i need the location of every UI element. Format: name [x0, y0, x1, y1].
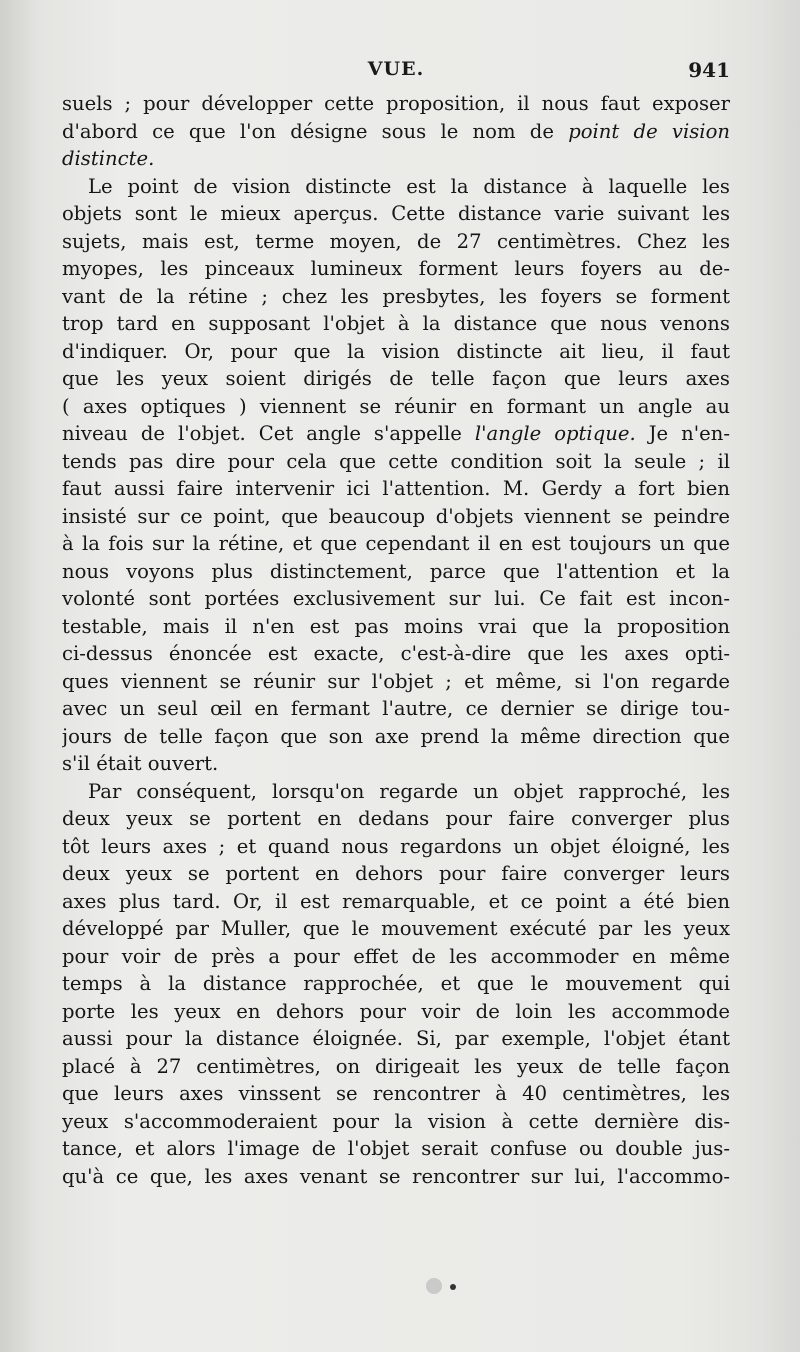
text-line: [62, 1135, 730, 1163]
text-segment: vant de la rétine ; chez les presbytes, les foyers se forment: [62, 284, 730, 308]
text-segment: aussi pour la distance éloignée. Si, par exemple, l'objet étant: [62, 1027, 730, 1050]
text-line: [62, 420, 730, 448]
text-segment: ( axes optiques ) viennent se réunir en formant un angle au: [62, 394, 730, 418]
text-segment: Le point de vision distincte est la distance à laquelle les: [88, 174, 730, 198]
italic-text: distincte.: [62, 147, 155, 170]
text-segment: deux yeux se portent en dedans pour faire converger plus: [62, 807, 730, 830]
text-line: [62, 118, 730, 146]
text-line: [62, 723, 730, 751]
text-segment: à la fois sur la rétine, et que cependant il en est toujours un que: [62, 532, 730, 555]
text-line: [62, 338, 730, 366]
text-segment: ques viennent se réunir sur l'objet ; et même, si l'on regarde: [62, 669, 730, 693]
text-segment: placé à 27 centimètres, on dirigeait les yeux de telle façon: [62, 1054, 730, 1078]
text-segment: porte les yeux en dehors pour voir de loin les accommode: [62, 999, 730, 1023]
text-segment: suels ; pour développer cette proposition, il nous faut exposer: [62, 92, 730, 115]
text-segment: tôt leurs axes ; et quand nous regardons un objet éloigné, les: [62, 834, 730, 858]
text-line: [62, 640, 730, 668]
text-segment: sujets, mais est, terme moyen, de 27 centimètres. Chez les: [62, 229, 730, 253]
text-segment: que les yeux soient dirigés de telle façon que leurs axes: [62, 367, 730, 390]
text-line: [62, 668, 730, 696]
text-segment: ci-dessus énoncée est exacte, c'est-à-dire que les axes opti-: [62, 642, 730, 665]
text-segment: faut aussi faire intervenir ici l'attention. M. Gerdy a fort bien: [62, 477, 730, 500]
text-line: [62, 283, 730, 311]
text-segment: volonté sont portées exclusivement sur lui. Ce fait est incon-: [62, 587, 730, 610]
text-segment: niveau de l'objet. Cet angle s'appelle: [62, 422, 475, 445]
text-line: [62, 888, 730, 916]
text-segment: tance, et alors l'image de l'objet serait confuse ou double jus-: [62, 1137, 730, 1160]
text-segment: qu'à ce que, les axes venant se rencontrer sur lui, l'accommo-: [62, 1164, 730, 1188]
text-segment: avec un seul œil en fermant l'autre, ce dernier se dirige tou-: [62, 697, 730, 720]
text-line: [62, 970, 730, 998]
text-segment: pour voir de près a pour effet de les accommoder en même: [62, 944, 730, 968]
italic-text: point de vision: [568, 119, 730, 143]
text-line: [62, 1025, 730, 1053]
text-line: [62, 310, 730, 338]
text-segment: testable, mais il n'en est pas moins vrai que la proposition: [62, 614, 730, 638]
text-line: [62, 503, 730, 531]
italic-text: l'angle optique.: [474, 422, 636, 445]
text-segment: insisté sur ce point, que beaucoup d'objets viennent se peindre: [62, 504, 730, 528]
text-line: [62, 1053, 730, 1081]
page-number: 941: [688, 58, 730, 82]
text-segment: yeux s'accommoderaient pour la vision à cette dernière dis-: [62, 1109, 730, 1133]
text-line: [62, 200, 730, 228]
text-line: [62, 1163, 730, 1191]
text-line: [62, 833, 730, 861]
text-line: [62, 228, 730, 256]
text-line: [62, 1108, 730, 1136]
text-segment: temps à la distance rapprochée, et que le mouvement qui: [62, 972, 730, 995]
text-line: [62, 558, 730, 586]
text-line: [62, 90, 730, 118]
text-segment: deux yeux se portent en dehors pour faire converger leurs: [62, 862, 730, 885]
text-line: [62, 778, 730, 806]
text-segment: myopes, les pinceaux lumineux forment leurs foyers au de-: [62, 257, 730, 280]
text-segment: s'il était ouvert.: [62, 752, 219, 775]
text-line: [62, 145, 730, 173]
text-line: [62, 448, 730, 476]
text-line: [62, 915, 730, 943]
body-text: [62, 90, 730, 1190]
ink-smudge: [426, 1278, 442, 1294]
page-header: [62, 58, 730, 90]
text-segment: jours de telle façon que son axe prend la même direction que: [62, 724, 730, 748]
text-line: [62, 943, 730, 971]
text-segment: Par conséquent, lorsqu'on regarde un objet rapproché, les: [88, 779, 730, 803]
text-line: [62, 255, 730, 283]
text-line: [62, 998, 730, 1026]
text-line: [62, 173, 730, 201]
text-line: [62, 530, 730, 558]
text-segment: Je n'en-: [635, 422, 730, 445]
text-line: [62, 585, 730, 613]
text-segment: d'abord ce que l'on désigne sous le nom de: [62, 119, 569, 143]
text-line: [62, 750, 730, 778]
text-segment: trop tard en supposant l'objet à la distance que nous venons: [62, 312, 730, 335]
text-segment: que leurs axes vinssent se rencontrer à 40 centimètres, les: [62, 1082, 730, 1105]
text-segment: objets sont le mieux aperçus. Cette distance varie suivant les: [62, 202, 730, 225]
ink-dot: [450, 1284, 456, 1290]
text-line: [62, 860, 730, 888]
text-segment: tends pas dire pour cela que cette condition soit la seule ; il: [62, 449, 730, 473]
text-line: [62, 1080, 730, 1108]
text-line: [62, 393, 730, 421]
text-segment: d'indiquer. Or, pour que la vision distincte ait lieu, il faut: [62, 339, 730, 363]
text-segment: développé par Muller, que le mouvement exécuté par les yeux: [62, 917, 730, 940]
text-segment: nous voyons plus distinctement, parce que l'attention et la: [62, 559, 730, 583]
text-segment: axes plus tard. Or, il est remarquable, et ce point a été bien: [62, 889, 730, 913]
text-line: [62, 365, 730, 393]
running-head: VUE.: [367, 58, 425, 80]
text-line: [62, 613, 730, 641]
text-line: [62, 475, 730, 503]
text-line: [62, 695, 730, 723]
text-line: [62, 805, 730, 833]
